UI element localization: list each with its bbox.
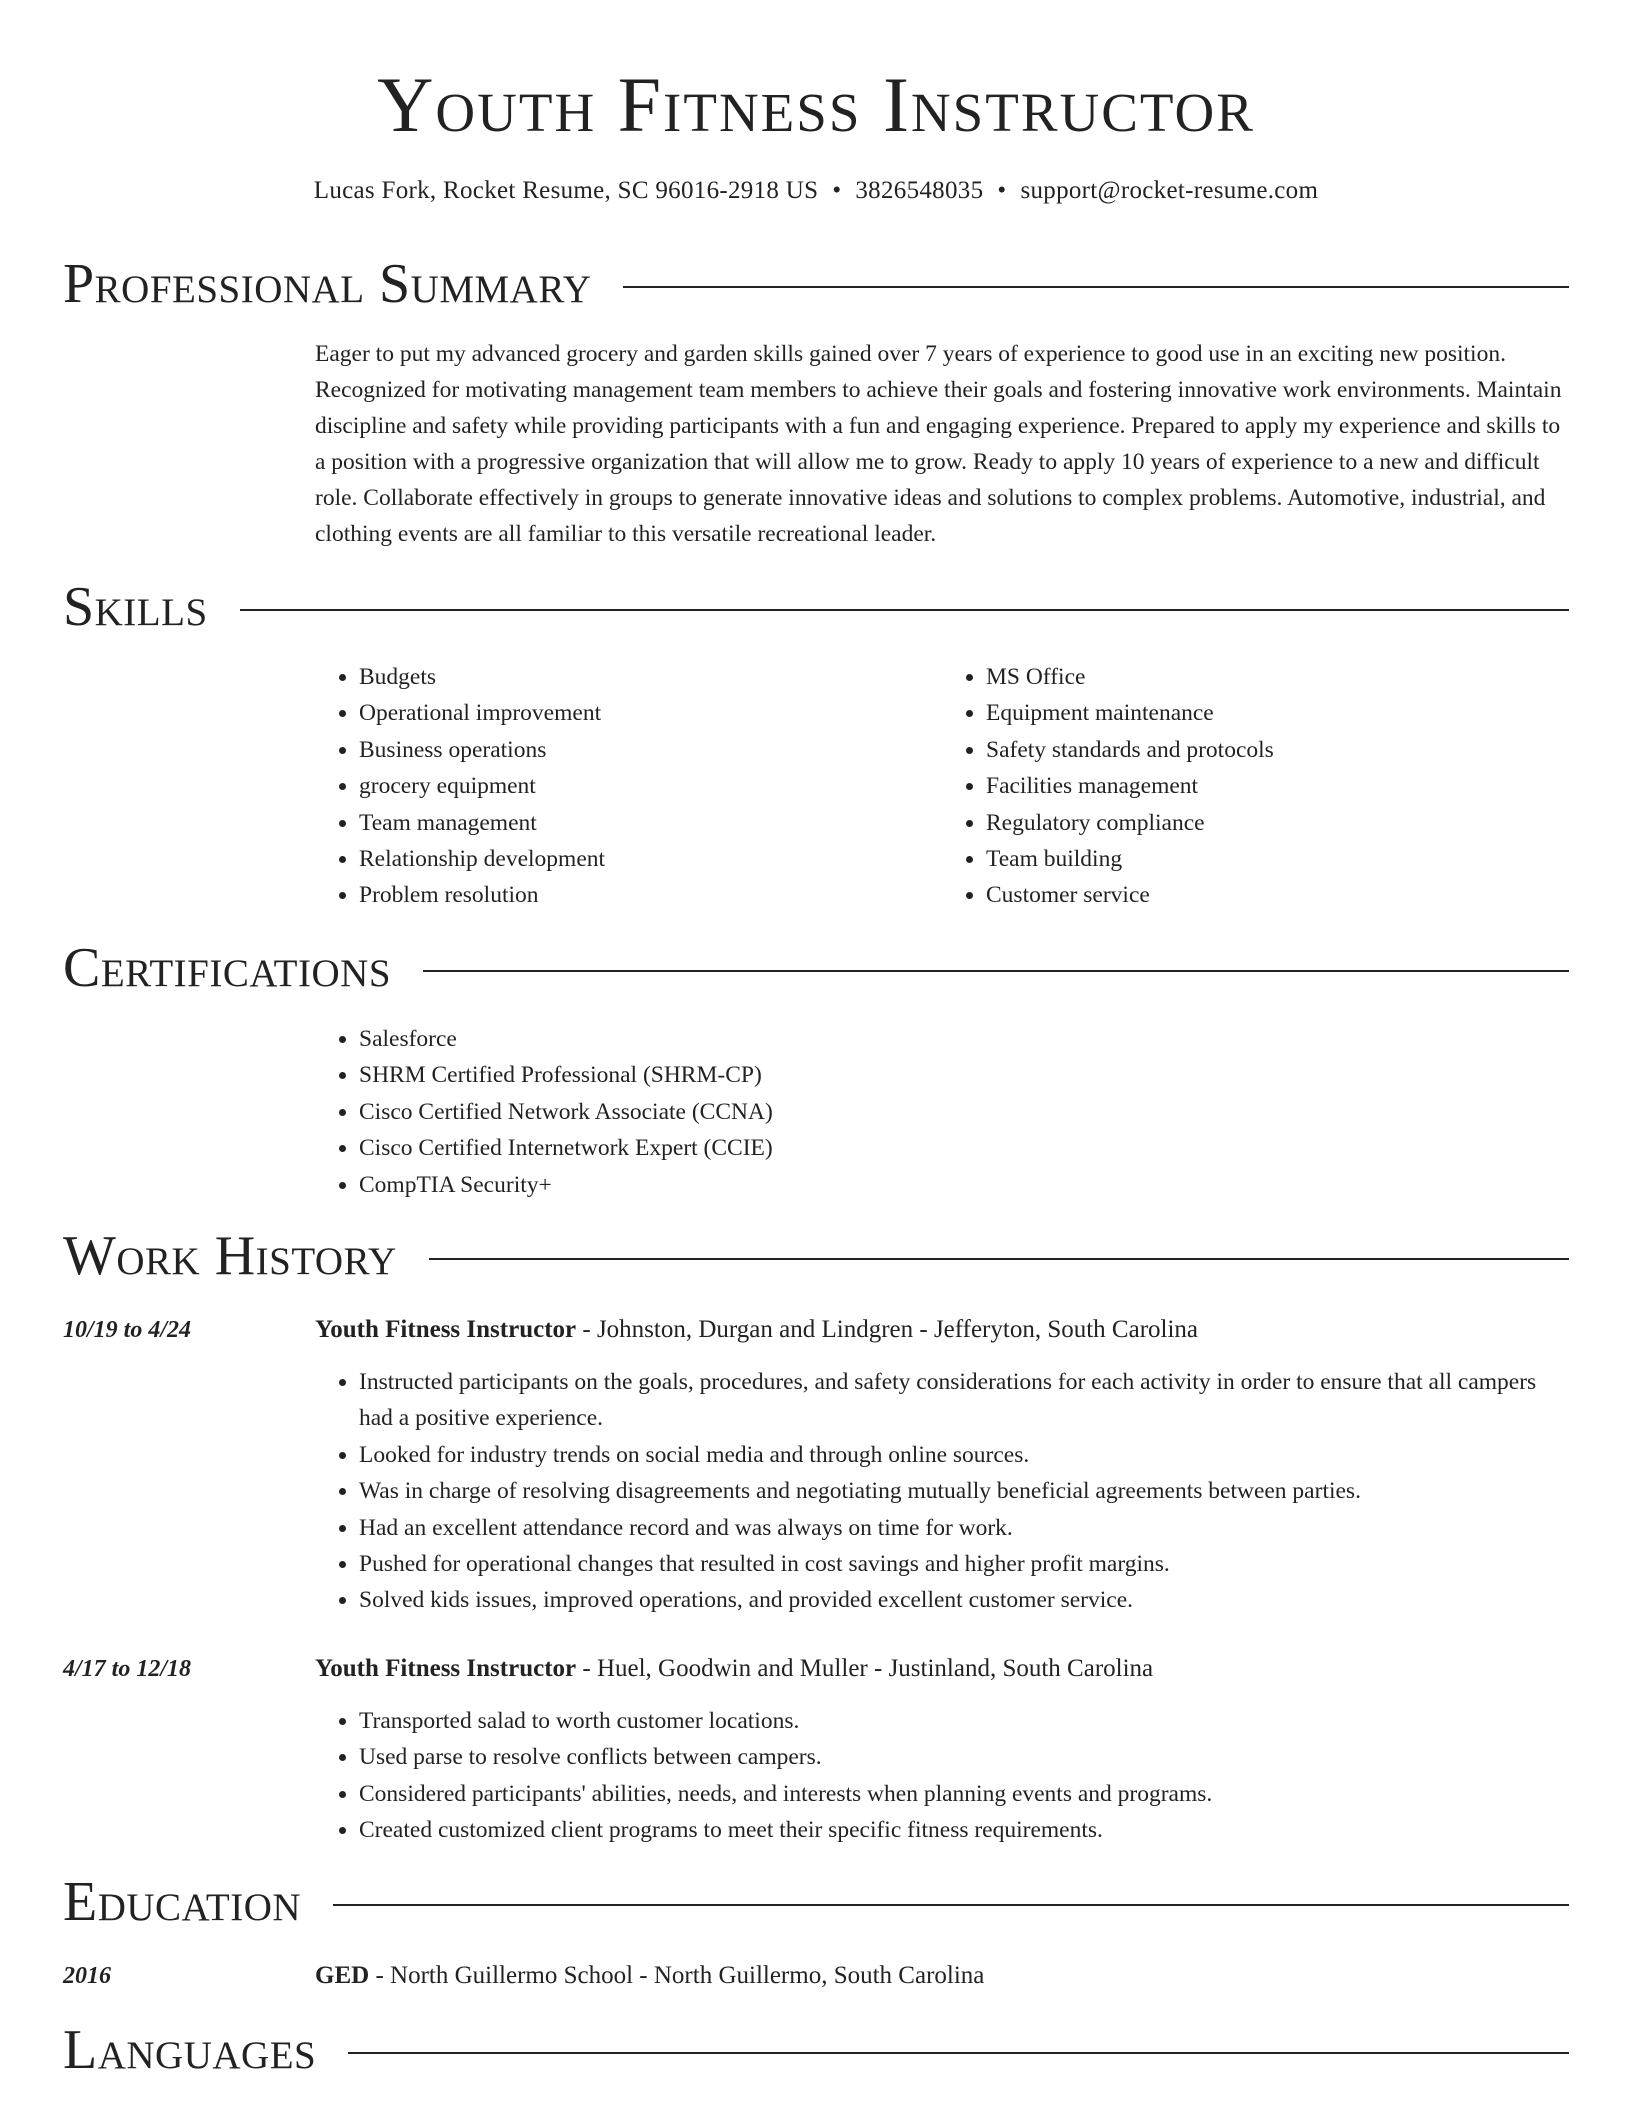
certification-item: • SHRM Certified Professional (SHRM-CP) <box>359 1057 1569 1093</box>
job-duty-item: • Had an excellent attendance record and was always on time for work. <box>359 1510 1569 1546</box>
certifications-title: Certifications <box>63 937 392 999</box>
section-divider <box>333 1904 1569 1906</box>
skill-item: • Problem resolution <box>359 877 942 913</box>
job-title: Youth Fitness Instructor <box>315 1655 577 1682</box>
skill-item: • Team management <box>359 805 942 841</box>
certification-item: • Cisco Certified Internetwork Expert (CCIE) <box>359 1130 1569 1166</box>
education-year: 2016 <box>63 1963 111 1989</box>
certification-item: • Salesforce <box>359 1021 1569 1057</box>
job-duty-item: • Used parse to resolve conflicts between campers. <box>359 1739 1569 1775</box>
job-entry <box>315 1312 1569 1619</box>
summary-text: Eager to put my advanced grocery and garden skills gained over 7 years of experience to good use in an exciting new position. Recognized for motivating management team members to achieve their goals and fostering innovative work environments. Maintain discipline and safety while providing participants with a fun and engaging experience. Prepared to apply my experience and skills to a position with a progressive organization that will allow me to grow. Ready to apply 10 years of experience to a new and difficult role. Collaborate effectively in groups to generate innovative ideas and solutions to complex problems. Automotive, industrial, and clothing events are all familiar to this versatile recreational leader. <box>315 341 1562 547</box>
contact-phone: 3826548035 <box>855 177 984 204</box>
languages-title: Languages <box>63 2019 317 2081</box>
education-entry <box>315 1958 1569 1994</box>
certification-item: • Cisco Certified Network Associate (CCNA) <box>359 1094 1569 1130</box>
job-duties <box>315 1703 1569 1849</box>
contact-separator: • <box>997 177 1007 204</box>
job-duty-item: • Transported salad to worth customer locations. <box>359 1703 1569 1739</box>
education-degree: GED <box>315 1962 370 1989</box>
section-divider <box>240 609 1569 611</box>
work-title: Work History <box>63 1225 397 1287</box>
skill-item: • Facilities management <box>986 768 1569 804</box>
job-title: Youth Fitness Instructor <box>315 1316 577 1343</box>
section-divider <box>348 2052 1569 2054</box>
job-duty-item: • Solved kids issues, improved operations, and provided excellent customer service. <box>359 1582 1569 1618</box>
job-duty-item: • Created customized client programs to meet their specific fitness requirements. <box>359 1812 1569 1848</box>
job-duty-item: • Looked for industry trends on social media and through online sources. <box>359 1437 1569 1473</box>
job-employer: - Huel, Goodwin and Muller - Justinland, South Carolina <box>576 1655 1154 1682</box>
job-duty-item: • Pushed for operational changes that resulted in cost savings and higher profit margins. <box>359 1546 1569 1582</box>
contact-address: Lucas Fork, Rocket Resume, SC 96016-2918 US <box>313 177 819 204</box>
section-divider <box>423 970 1569 972</box>
skills-list-right <box>942 659 1569 914</box>
skills-section <box>315 659 1569 914</box>
skills-title: Skills <box>63 576 208 638</box>
skill-item: • Team building <box>986 841 1569 877</box>
education-heading <box>63 1870 1569 1934</box>
languages-heading <box>63 2018 1569 2082</box>
skills-list-left <box>315 659 942 914</box>
skill-item: • Relationship development <box>359 841 942 877</box>
skill-item: • Budgets <box>359 659 942 695</box>
contact-separator: • <box>832 177 842 204</box>
job-heading <box>315 1312 1569 1348</box>
skill-item: • Regulatory compliance <box>986 805 1569 841</box>
skill-item: • Operational improvement <box>359 695 942 731</box>
education-title: Education <box>63 1871 302 1933</box>
job-employer: - Johnston, Durgan and Lindgren - Jefferyton, South Carolina <box>576 1316 1199 1343</box>
skill-item: • MS Office <box>986 659 1569 695</box>
education-school: - North Guillermo School - North Guillermo, South Carolina <box>369 1962 985 1989</box>
job-entry <box>315 1651 1569 1849</box>
job-duty-item: • Considered participants' abilities, needs, and interests when planning events and programs. <box>359 1776 1569 1812</box>
summary-section <box>315 336 1569 552</box>
education-line <box>315 1958 1569 1994</box>
resume-title: Youth Fitness Instructor <box>377 61 1255 148</box>
certifications-heading <box>63 936 1569 1000</box>
work-heading <box>63 1224 1569 1288</box>
certifications-list <box>315 1021 1569 1203</box>
job-duties <box>315 1364 1569 1619</box>
job-dates: 4/17 to 12/18 <box>63 1656 192 1682</box>
skill-item: • grocery equipment <box>359 768 942 804</box>
skill-item: • Customer service <box>986 877 1569 913</box>
section-divider <box>623 286 1569 288</box>
job-duty-item: • Instructed participants on the goals, procedures, and safety considerations for each activity in order to ensure that all campers had a positive experience. <box>359 1364 1569 1437</box>
skill-item: • Equipment maintenance <box>986 695 1569 731</box>
summary-title: Professional Summary <box>63 253 592 315</box>
contact-email[interactable]: support@rocket-resume.com <box>1020 177 1319 204</box>
skill-item: • Safety standards and protocols <box>986 732 1569 768</box>
job-duty-item: • Was in charge of resolving disagreements and negotiating mutually beneficial agreements between parties. <box>359 1473 1569 1509</box>
job-heading <box>315 1651 1569 1687</box>
certifications-section <box>315 1021 1569 1203</box>
summary-heading <box>63 252 1569 316</box>
contact-line <box>0 174 1632 208</box>
section-divider <box>429 1258 1569 1260</box>
certification-item: • CompTIA Security+ <box>359 1167 1569 1203</box>
job-dates: 10/19 to 4/24 <box>63 1317 192 1343</box>
skill-item: • Business operations <box>359 732 942 768</box>
skills-heading <box>63 575 1569 639</box>
